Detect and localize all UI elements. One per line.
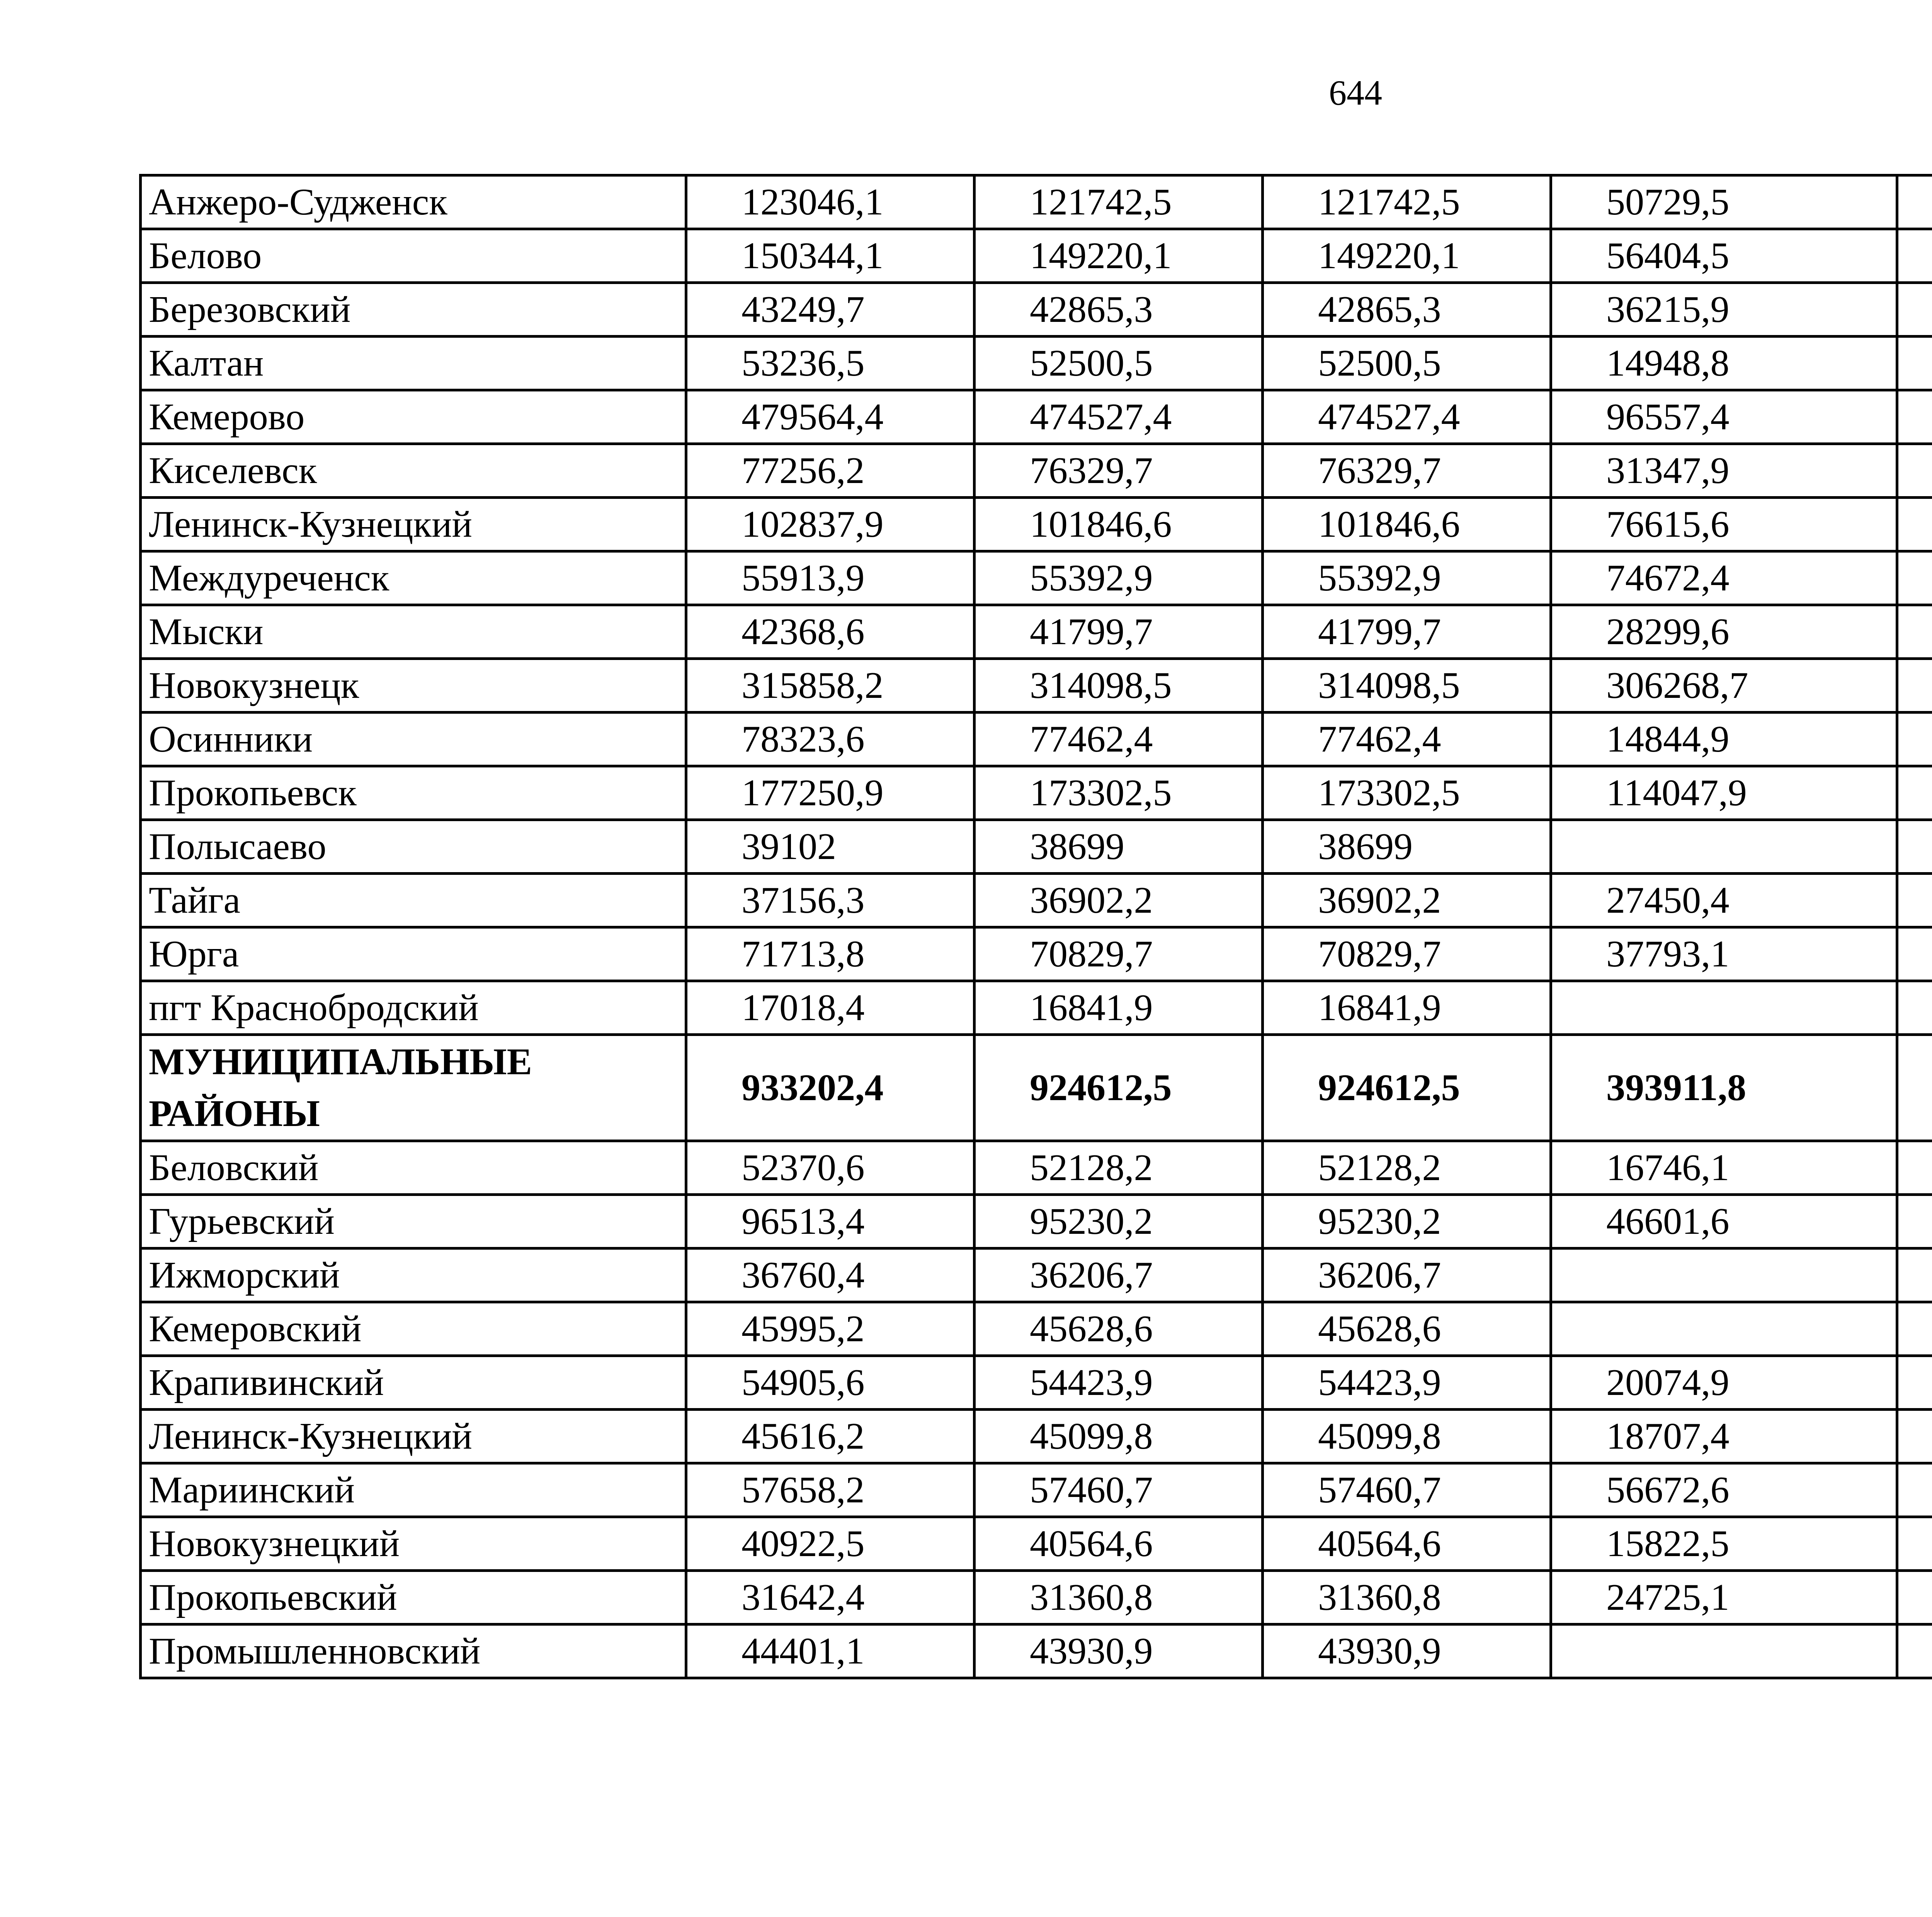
value-cell: 16841,9 [1263,981,1551,1035]
value-cell: 14844,9 [1551,713,1897,766]
value-cell: 70829,7 [1263,927,1551,981]
value-cell [1897,927,1932,981]
value-cell: 57658,2 [686,1463,975,1517]
value-cell: 40922,5 [686,1517,975,1571]
row-name-cell: Новокузнецк [141,659,686,713]
value-cell: 924612,5 [975,1035,1263,1141]
row-name-cell: Мыски [141,605,686,659]
row-name-cell: Полысаево [141,820,686,874]
value-cell: 77462,4 [975,713,1263,766]
value-cell [1551,1302,1897,1356]
value-cell [1897,1571,1932,1624]
value-cell: 306268,7 [1551,659,1897,713]
value-cell: 71713,8 [686,927,975,981]
value-cell: 314098,5 [975,659,1263,713]
value-cell: 20074,9 [1551,1356,1897,1410]
row-name-cell: МУНИЦИПАЛЬНЫЕ РАЙОНЫ [141,1035,686,1141]
value-cell: 43930,9 [1263,1624,1551,1678]
value-cell: 315858,2 [686,659,975,713]
value-cell: 479564,4 [686,390,975,444]
value-cell: 933202,4 [686,1035,975,1141]
table-row [141,1410,1932,1463]
value-cell: 77462,4 [1263,713,1551,766]
value-cell [1897,390,1932,444]
value-cell: 36206,7 [1263,1249,1551,1302]
value-cell: 924612,5 [1263,1035,1551,1141]
row-name-cell: Гурьевский [141,1195,686,1249]
value-cell: 149220,1 [975,229,1263,283]
row-name-cell: Киселевск [141,444,686,498]
value-cell: 36206,7 [975,1249,1263,1302]
value-cell [1897,1463,1932,1517]
value-cell [1897,498,1932,551]
table-row [141,820,1932,874]
value-cell: 74672,4 [1551,551,1897,605]
value-cell: 45616,2 [686,1410,975,1463]
value-cell [1897,175,1932,229]
value-cell: 37156,3 [686,874,975,927]
value-cell: 121742,5 [975,175,1263,229]
table-row [141,444,1932,498]
value-cell: 150344,1 [686,229,975,283]
value-cell: 31360,8 [1263,1571,1551,1624]
value-cell [1551,1624,1897,1678]
page-number: 644 [1329,73,1382,112]
row-name-cell: Крапивинский [141,1356,686,1410]
row-name-cell: Анжеро-Судженск [141,175,686,229]
value-cell [1897,1624,1932,1678]
value-cell [1897,551,1932,605]
value-cell: 38699 [975,820,1263,874]
table-row [141,659,1932,713]
value-cell: 314098,5 [1263,659,1551,713]
value-cell: 52128,2 [1263,1141,1551,1195]
row-name-cell: Тайга [141,874,686,927]
row-name-cell: Кемерово [141,390,686,444]
value-cell: 28299,6 [1551,605,1897,659]
value-cell: 45628,6 [975,1302,1263,1356]
table-row [141,1249,1932,1302]
value-cell: 37793,1 [1551,927,1897,981]
value-cell [1897,1141,1932,1195]
value-cell: 45995,2 [686,1302,975,1356]
row-name-cell: Осинники [141,713,686,766]
value-cell: 16746,1 [1551,1141,1897,1195]
row-name-cell: Ленинск-Кузнецкий [141,1410,686,1463]
value-cell: 114047,9 [1551,766,1897,820]
table-row [141,1517,1932,1571]
value-cell: 54423,9 [1263,1356,1551,1410]
value-cell: 70829,7 [975,927,1263,981]
value-cell [1897,981,1932,1035]
value-cell: 96513,4 [686,1195,975,1249]
value-cell: 54905,6 [686,1356,975,1410]
value-cell [1897,713,1932,766]
value-cell: 52500,5 [1263,337,1551,390]
table-row [141,874,1932,927]
table-row [141,927,1932,981]
value-cell [1897,766,1932,820]
row-name-cell: Белово [141,229,686,283]
table-row [141,498,1932,551]
row-name-cell: Промышленновский [141,1624,686,1678]
row-name-cell: Юрга [141,927,686,981]
value-cell [1897,229,1932,283]
row-name-cell: Междуреченск [141,551,686,605]
value-cell [1551,820,1897,874]
value-cell: 44401,1 [686,1624,975,1678]
value-cell: 77256,2 [686,444,975,498]
value-cell: 57460,7 [1263,1463,1551,1517]
value-cell: 36760,4 [686,1249,975,1302]
value-cell: 31360,8 [975,1571,1263,1624]
value-cell: 101846,6 [1263,498,1551,551]
row-name-cell: Ленинск-Кузнецкий [141,498,686,551]
table-row [141,283,1932,337]
row-name-cell: Прокопьевский [141,1571,686,1624]
value-cell: 55392,9 [1263,551,1551,605]
value-cell: 52500,5 [975,337,1263,390]
row-name-cell: пгт Краснобродский [141,981,686,1035]
value-cell: 43930,9 [975,1624,1263,1678]
value-cell: 149220,1 [1263,229,1551,283]
value-cell: 121742,5 [1263,175,1551,229]
value-cell: 173302,5 [975,766,1263,820]
value-cell: 17018,4 [686,981,975,1035]
value-cell: 36215,9 [1551,283,1897,337]
value-cell [1897,659,1932,713]
table-row [141,713,1932,766]
value-cell [1897,1035,1932,1141]
table-row [141,390,1932,444]
value-cell: 18707,4 [1551,1410,1897,1463]
value-cell: 31347,9 [1551,444,1897,498]
value-cell: 177250,9 [686,766,975,820]
row-name-cell: Кемеровский [141,1302,686,1356]
value-cell: 42865,3 [975,283,1263,337]
value-cell: 15822,5 [1551,1517,1897,1571]
table-row [141,1356,1932,1410]
table-row [141,1463,1932,1517]
value-cell: 56404,5 [1551,229,1897,283]
value-cell: 76329,7 [1263,444,1551,498]
value-cell: 96557,4 [1551,390,1897,444]
table-body [141,175,1932,1678]
value-cell [1551,981,1897,1035]
value-cell: 95230,2 [975,1195,1263,1249]
row-name-cell: Прокопьевск [141,766,686,820]
value-cell [1897,283,1932,337]
table-row [141,766,1932,820]
value-cell: 57460,7 [975,1463,1263,1517]
table-row [141,981,1932,1035]
value-cell: 36902,2 [1263,874,1551,927]
value-cell: 36902,2 [975,874,1263,927]
table-row [141,605,1932,659]
table-row [141,1624,1932,1678]
value-cell: 41799,7 [1263,605,1551,659]
table-row [141,1571,1932,1624]
value-cell: 52370,6 [686,1141,975,1195]
table-row [141,1141,1932,1195]
value-cell [1551,1249,1897,1302]
value-cell [1897,1356,1932,1410]
value-cell: 42368,6 [686,605,975,659]
value-cell: 16841,9 [975,981,1263,1035]
value-cell: 27450,4 [1551,874,1897,927]
value-cell [1897,605,1932,659]
value-cell: 14948,8 [1551,337,1897,390]
value-cell: 53236,5 [686,337,975,390]
row-name-cell: Ижморский [141,1249,686,1302]
value-cell: 123046,1 [686,175,975,229]
value-cell: 42865,3 [1263,283,1551,337]
value-cell: 474527,4 [975,390,1263,444]
table-row [141,551,1932,605]
value-cell: 55913,9 [686,551,975,605]
data-table [139,174,1932,1679]
value-cell: 101846,6 [975,498,1263,551]
value-cell: 95230,2 [1263,1195,1551,1249]
value-cell: 45099,8 [975,1410,1263,1463]
value-cell: 43249,7 [686,283,975,337]
value-cell: 38699 [1263,820,1551,874]
value-cell [1897,1302,1932,1356]
value-cell [1897,337,1932,390]
table-row [141,1302,1932,1356]
value-cell: 55392,9 [975,551,1263,605]
value-cell [1897,874,1932,927]
value-cell: 31642,4 [686,1571,975,1624]
value-cell: 39102 [686,820,975,874]
value-cell: 56672,6 [1551,1463,1897,1517]
value-cell: 173302,5 [1263,766,1551,820]
value-cell: 102837,9 [686,498,975,551]
value-cell [1897,820,1932,874]
value-cell: 24725,1 [1551,1571,1897,1624]
value-cell [1897,1195,1932,1249]
value-cell: 46601,6 [1551,1195,1897,1249]
value-cell: 40564,6 [975,1517,1263,1571]
value-cell: 76615,6 [1551,498,1897,551]
value-cell [1897,444,1932,498]
row-name-cell: Беловский [141,1141,686,1195]
table-row [141,229,1932,283]
value-cell: 40564,6 [1263,1517,1551,1571]
value-cell [1897,1410,1932,1463]
table-row [141,175,1932,229]
value-cell: 393911,8 [1551,1035,1897,1141]
value-cell: 76329,7 [975,444,1263,498]
value-cell: 45099,8 [1263,1410,1551,1463]
value-cell [1897,1517,1932,1571]
value-cell: 54423,9 [975,1356,1263,1410]
value-cell: 474527,4 [1263,390,1551,444]
value-cell: 50729,5 [1551,175,1897,229]
value-cell: 78323,6 [686,713,975,766]
table-row [141,337,1932,390]
value-cell: 52128,2 [975,1141,1263,1195]
table-row [141,1035,1932,1141]
row-name-cell: Новокузнецкий [141,1517,686,1571]
table-row [141,1195,1932,1249]
value-cell: 41799,7 [975,605,1263,659]
row-name-cell: Калтан [141,337,686,390]
value-cell [1897,1249,1932,1302]
value-cell: 45628,6 [1263,1302,1551,1356]
row-name-cell: Мариинский [141,1463,686,1517]
row-name-cell: Березовский [141,283,686,337]
